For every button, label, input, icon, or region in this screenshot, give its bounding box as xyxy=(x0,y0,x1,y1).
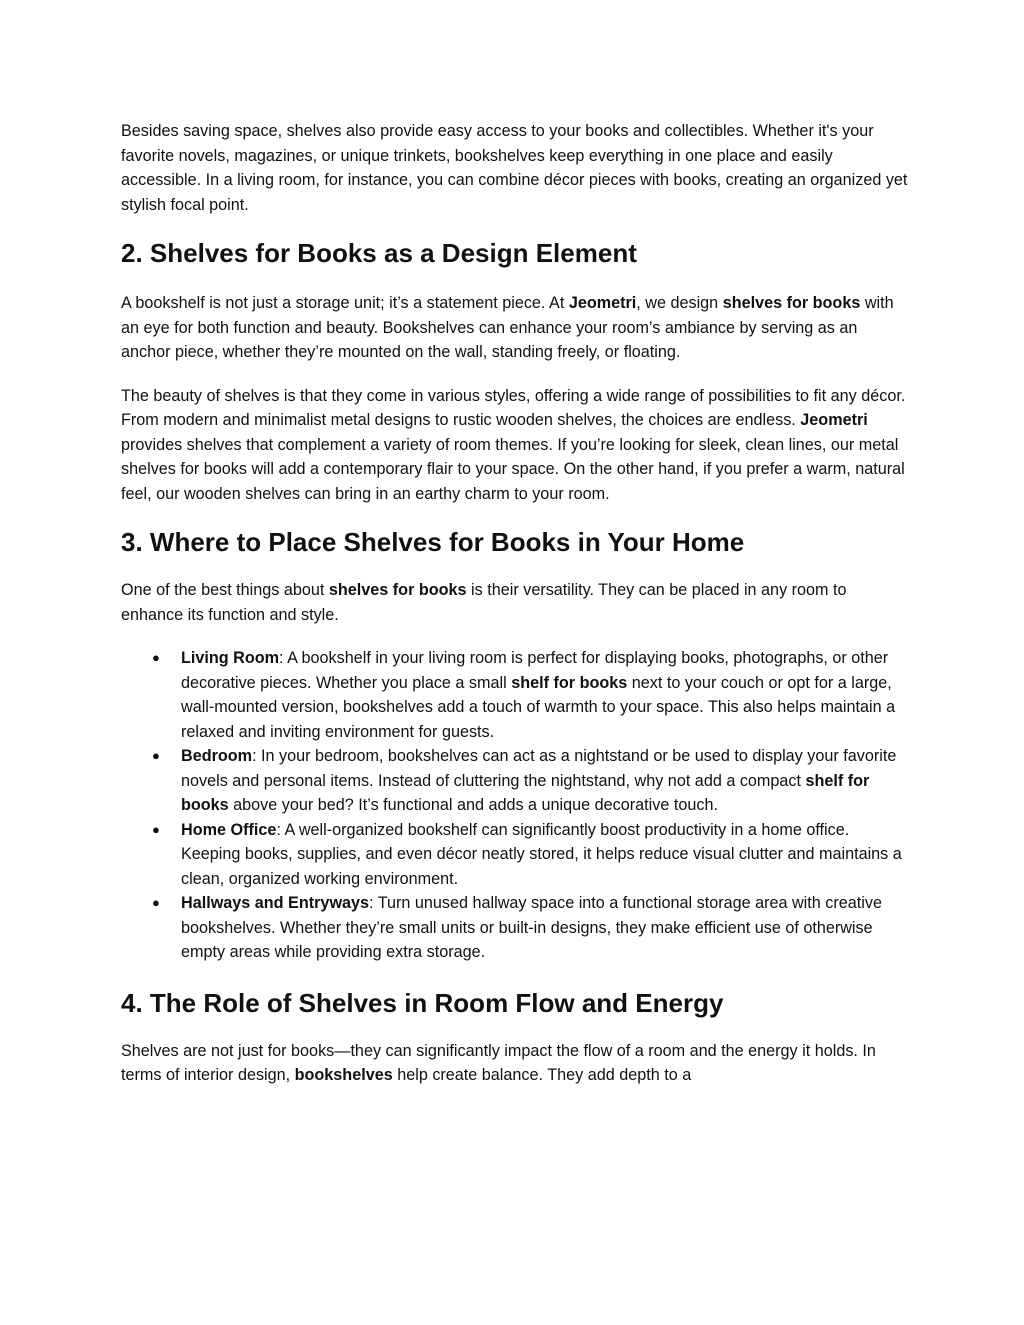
text-run: , we design xyxy=(636,294,723,312)
document-page xyxy=(121,119,911,1088)
text-run: : A bookshelf in your living room is perfect for displaying books, photographs, or other decorative pieces. Whether you place a small xyxy=(181,649,889,692)
text-run: : In your bedroom, bookshelves can act as a nightstand or be used to display your favorite novels and personal items. Instead of cluttering the nightstand, why not add a compact xyxy=(181,747,897,790)
text-run: One of the best things about xyxy=(121,581,329,599)
section-3-intro xyxy=(121,578,911,627)
section-2-paragraph-1 xyxy=(121,291,911,365)
text-run: : Turn unused hallway space into a functional storage area with creative bookshelves. Whether they’re small units or built-in designs, they make efficient use of otherwise empty areas while providing extra storage. xyxy=(181,894,882,961)
bold-keyword: bookshelves xyxy=(294,1066,393,1084)
list-item-title: Bedroom xyxy=(181,747,253,765)
bold-keyword: shelf for books xyxy=(511,673,628,692)
list-item-title: Hallways and Entryways xyxy=(181,894,370,912)
text-run: : A well-organized bookshelf can significantly boost productivity in a home office. Keeping books, supplies, and even décor neatly stored, it helps reduce visual clutter and maintains a clean, organized working environment. xyxy=(181,820,902,888)
room-placement-list xyxy=(121,646,911,965)
section-2-paragraph-2 xyxy=(121,384,911,507)
section-4-heading: 4. The Role of Shelves in Room Flow and Energy xyxy=(121,987,724,1018)
bullet-icon: ● xyxy=(152,748,160,763)
list-item-living-room xyxy=(121,646,911,744)
text-run: above your bed? It’s functional and adds a unique decorative touch. xyxy=(228,796,718,814)
intro-paragraph: Besides saving space, shelves also provide easy access to your books and collectibles. Whether it's your favorite novels, magazines, or unique trinkets, bookshelves keep everything in one place and easily accessible. In a living room, for instance, you can combine décor pieces with books, creating an organized yet stylish focal point. xyxy=(121,122,908,214)
list-item-bedroom xyxy=(121,744,911,818)
text-run: A bookshelf is not just a storage unit; it’s a statement piece. At xyxy=(121,294,569,312)
text-run: help create balance. They add depth to a xyxy=(392,1066,692,1084)
bullet-icon: ● xyxy=(152,821,160,837)
text-run: next to your couch or opt for a large, wall-mounted version, bookshelves add a touch of warmth to your space. This also helps maintain a relaxed and inviting environment for guests. xyxy=(181,673,896,741)
bold-keyword: shelves for books xyxy=(328,581,467,599)
bold-keyword: shelf for books xyxy=(181,771,870,814)
text-run: Shelves are not just for books—they can significantly impact the flow of a room and the energy it holds. In terms of interior design, xyxy=(121,1041,876,1084)
text-run: is their versatility. They can be placed in any room to enhance its function and style. xyxy=(121,581,847,624)
list-item-title: Home Office xyxy=(181,820,277,839)
bullet-icon: ● xyxy=(152,895,160,910)
bold-brand: Jeometri xyxy=(568,294,637,312)
section-3-heading: 3. Where to Place Shelves for Books in Your Home xyxy=(121,527,745,557)
text-run: provides shelves that complement a variety of room themes. If you’re looking for sleek, clean lines, our metal shelves for books will add a contemporary flair to your space. On the other hand, if you prefer a warm, natural feel, our wooden shelves can bring in an earthy charm to your room. xyxy=(121,435,905,503)
list-item-title: Living Room xyxy=(181,649,280,667)
bold-keyword: shelves for books xyxy=(722,294,861,312)
bold-brand: Jeometri xyxy=(800,411,868,429)
section-4-paragraph-1 xyxy=(121,1039,911,1088)
text-run: with an eye for both function and beauty. Bookshelves can enhance your room’s ambiance by serving as an anchor piece, whether they’re mounted on the wall, standing freely, or floating. xyxy=(121,294,894,361)
section-2-heading: 2. Shelves for Books as a Design Element xyxy=(121,238,637,268)
text-run: The beauty of shelves is that they come in various styles, offering a wide range of possibilities to fit any décor. From modern and minimalist metal designs to rustic wooden shelves, the choices are endless. xyxy=(121,386,906,429)
bullet-icon: ● xyxy=(152,650,160,665)
list-item-hallways xyxy=(121,891,911,965)
list-item-home-office xyxy=(121,818,911,892)
